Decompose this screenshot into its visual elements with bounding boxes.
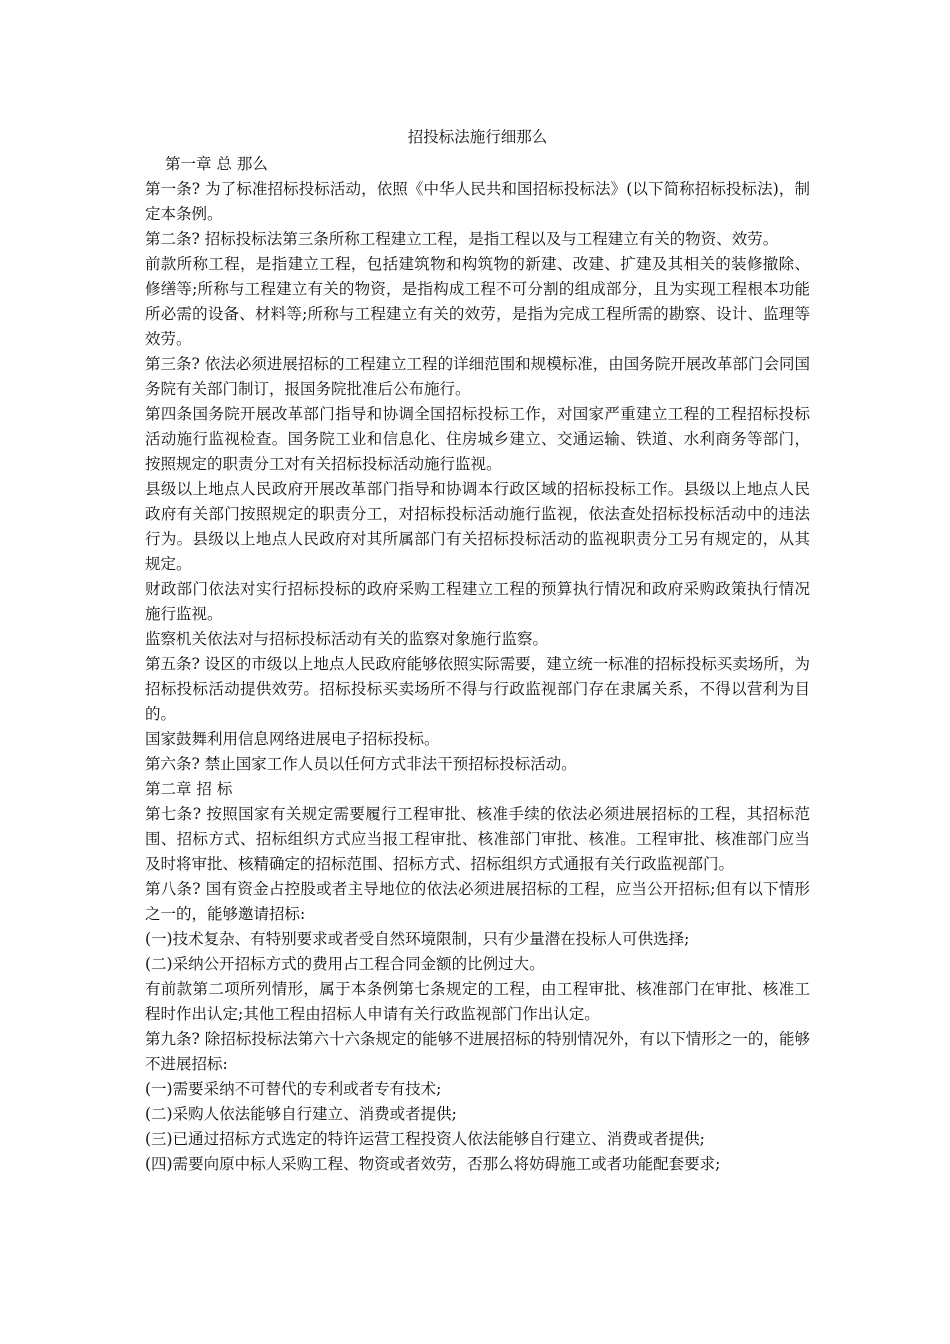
paragraph: (四)需要向原中标人采购工程、物资或者效劳，否那么将妨碍施工或者功能配套要求; bbox=[145, 1155, 721, 1173]
paragraph: (一)技术复杂、有特别要求或者受自然环境限制，只有少量潜在投标人可供选择; bbox=[145, 930, 690, 948]
paragraph: (一)需要采纳不可替代的专利或者专有技术; bbox=[145, 1080, 442, 1098]
document-body bbox=[145, 152, 810, 1177]
paragraph: 国家鼓舞利用信息网络进展电子招标投标。 bbox=[145, 730, 440, 748]
paragraph: 第五条? 设区的市级以上地点人民政府能够依照实际需要，建立统一标准的招标投标买卖场所，为招标投标活动提供效劳。招标投标买卖场所不得与行政监视部门存在隶属关系，不得以营利为目的。 bbox=[145, 655, 810, 723]
paragraph: 第七条? 按照国家有关规定需要履行工程审批、核准手续的依法必须进展招标的工程，其招标范围、招标方式、招标组织方式应当报工程审批、核准部门审批、核准。工程审批、核准部门应当及时将审批、核精确定的招标范围、招标方式、招标组织方式通报有关行政监视部门。 bbox=[145, 805, 810, 873]
paragraph: 第六条? 禁止国家工作人员以任何方式非法干预招标投标活动。 bbox=[145, 755, 577, 773]
paragraph: 有前款第二项所列情形，属于本条例第七条规定的工程，由工程审批、核准部门在审批、核准工程时作出认定;其他工程由招标人申请有关行政监视部门作出认定。 bbox=[145, 980, 810, 1023]
paragraph: 第八条? 国有资金占控股或者主导地位的依法必须进展招标的工程，应当公开招标;但有以下情形之一的，能够邀请招标: bbox=[145, 880, 810, 923]
paragraph: 第三条? 依法必须进展招标的工程建立工程的详细范围和规模标准，由国务院开展改革部门会同国务院有关部门制订，报国务院批准后公布施行。 bbox=[145, 355, 810, 398]
chapter-heading: 第一章 总 那么 bbox=[165, 155, 268, 173]
paragraph: 财政部门依法对实行招标投标的政府采购工程建立工程的预算执行情况和政府采购政策执行情况施行监视。 bbox=[145, 580, 810, 623]
paragraph: (二)采购人依法能够自行建立、消费或者提供; bbox=[145, 1105, 457, 1123]
paragraph: 第九条? 除招标投标法第六十六条规定的能够不进展招标的特别情况外，有以下情形之一的，能够不进展招标: bbox=[145, 1030, 810, 1073]
paragraph: (三)已通过招标方式选定的特许运营工程投资人依法能够自行建立、消费或者提供; bbox=[145, 1130, 705, 1148]
paragraph: 第一条? 为了标准招标投标活动，依照《中华人民共和国招标投标法》(以下简称招标投标法)，制定本条例。 bbox=[145, 180, 810, 223]
document-title: 招投标法施行细那么 bbox=[407, 128, 548, 146]
paragraph: 第二条? 招标投标法第三条所称工程建立工程，是指工程以及与工程建立有关的物资、效劳。 bbox=[145, 230, 779, 248]
paragraph: 监察机关依法对与招标投标活动有关的监察对象施行监察。 bbox=[145, 630, 549, 648]
paragraph: (二)采纳公开招标方式的费用占工程合同金额的比例过大。 bbox=[145, 955, 545, 973]
paragraph: 第四条国务院开展改革部门指导和协调全国招标投标工作，对国家严重建立工程的工程招标投标活动施行监视检查。国务院工业和信息化、住房城乡建立、交通运输、铁道、水利商务等部门，按照规定的职责分工对有关招标投标活动施行监视。 bbox=[145, 405, 810, 473]
paragraph: 县级以上地点人民政府开展改革部门指导和协调本行政区域的招标投标工作。县级以上地点人民政府有关部门按照规定的职责分工，对招标投标活动施行监视，依法查处招标投标活动中的违法行为。县级以上地点人民政府对其所属部门有关招标投标活动的监视职责分工另有规定的，从其规定。 bbox=[145, 480, 810, 573]
chapter-heading: 第二章 招 标 bbox=[145, 780, 233, 798]
document-page bbox=[145, 125, 810, 1177]
paragraph: 前款所称工程，是指建立工程，包括建筑物和构筑物的新建、改建、扩建及其相关的装修撤除、修缮等;所称与工程建立有关的物资，是指构成工程不可分割的组成部分，且为实现工程根本功能所必需的设备、材料等;所称与工程建立有关的效劳，是指为完成工程所需的勘察、设计、监理等效劳。 bbox=[145, 255, 810, 348]
